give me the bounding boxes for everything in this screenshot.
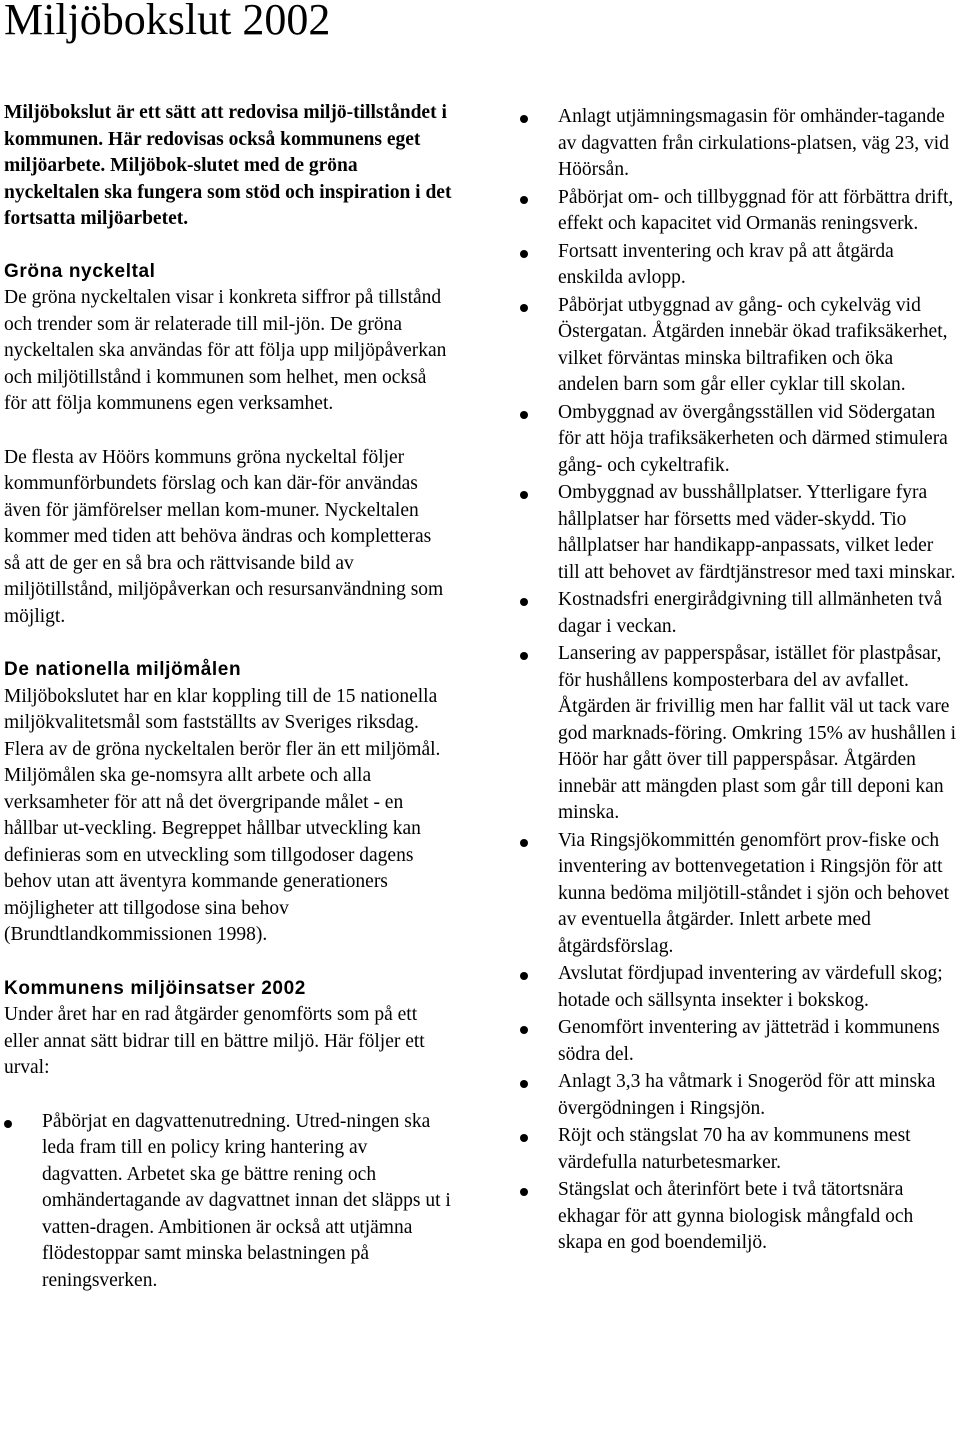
list-item — [518, 185, 958, 238]
list-item-text: Avslutat fördjupad inventering av värdefull skog; hotade och sällsynta insekter i bokskog. — [558, 963, 943, 1011]
section-heading-nationella-miljomalen: De nationella miljömålen — [4, 659, 242, 680]
list-item — [518, 587, 958, 640]
list-item-text: Genomfört inventering av jätteträd i kommunens södra del. — [558, 1017, 940, 1065]
list-item — [518, 1069, 958, 1122]
bullet-icon — [520, 1134, 528, 1142]
list-item — [518, 1015, 958, 1068]
bullet-icon — [520, 411, 528, 419]
intro-paragraph: Miljöbokslut är ett sätt att redovisa miljö-tillståndet i kommunen. Här redovisas också kommunens eget miljöarbete. Miljöbok-slutet med de gröna nyckeltalen ska fungera som stöd och inspiration i det fortsatta miljöarbetet. — [4, 102, 452, 229]
list-item — [518, 1123, 958, 1176]
section-paragraph: De flesta av Höörs kommuns gröna nyckeltal följer kommunförbundets förslag och kan där-för användas även för jämförelser mellan kom-muner. Nyckeltalen kommer med tiden att behöva ändras och kompletteras så att de ger en så bra och rättvisande bild av miljötillstånd, miljöpåverkan och resursanvändning som möjligt. — [4, 446, 444, 627]
page-title: Miljöbokslut 2002 — [4, 0, 331, 44]
section-heading-grona-nyckeltal: Gröna nyckeltal — [4, 260, 156, 282]
list-item-text: Påbörjat en dagvattenutredning. Utred-ningen ska leda fram till en policy kring hantering av dagvatten. Arbetet ska ge bättre rening och omhändertagande av dagvattnet innan det släpps ut i vatten-dragen. Ambitionen är också att utjämna flödestoppar samt minska belastningen på reningsverken. — [42, 1110, 451, 1291]
list-item — [518, 104, 958, 184]
section-paragraph: De gröna nyckeltalen visar i konkreta siffror på tillstånd och trender som är relaterade till mil-jön. De gröna nyckeltalen ska användas för att följa upp miljöpåverkan och miljötillstånd i kommunen som helhet, men också för att följa kommunens egen verksamhet. — [4, 287, 447, 414]
bullet-icon — [520, 972, 528, 980]
list-item-text: Lansering av papperspåsar, istället för plastpåsar, för hushållens komposterbara del av avfallet. Åtgärden är frivillig men har fallit väl ut tack vare god marknads-föring. Omkring 15% av hushållen i Höör har gått över till papperspåsar. Åtgärden innebär att mängden plast som går till deponi kan minska. — [558, 643, 957, 823]
list-item-text: Påbörjat utbyggnad av gång- och cykelväg vid Östergatan. Åtgärden innebär ökad trafiksäkerhet, vilket förväntas minska biltrafiken och öka andelen barn som går eller cyklar till skolan. — [558, 294, 948, 395]
list-item-text: Fortsatt inventering och krav på att åtgärda enskilda avlopp. — [558, 240, 894, 288]
list-item — [518, 961, 958, 1014]
bullet-icon — [520, 491, 528, 499]
section-paragraph: Miljöbokslutet har en klar koppling till de 15 nationella miljökvalitetsmål som fastställts av Sveriges riksdag. Flera av de gröna nyckeltalen berör fler än ett miljömål. Miljömålen ska ge-nomsyra allt arbete och alla verksamheter för att nå det övergripande målet - en hållbar ut-veckling. Begreppet hållbar utveckling kan definieras som en utveckling som tillgodoser dagens behov utan att äventyra kommande generationers möjligheter att tillgodose sina behov (Brundtlandkommissionen 1998). — [4, 685, 441, 945]
right-bullet-list — [518, 104, 958, 1257]
bullet-icon — [520, 839, 528, 847]
list-item-text: Stängslat och återinfört bete i två tätortsnära ekhagar för att gynna biologisk mångfald och skapa en god boendemiljö. — [558, 1179, 914, 1253]
list-item — [518, 1177, 958, 1257]
list-item — [4, 1109, 452, 1295]
list-item — [518, 480, 958, 586]
list-item-text: Ombyggnad av busshållplatser. Ytterligare fyra hållplatser har försetts med väder-skydd. Tio hållplatser har handikapp-anpassats, vilket leder till att behovet av färdtjänstresor med taxi minskar. — [558, 482, 956, 583]
bullet-icon — [520, 115, 528, 123]
bullet-icon — [520, 196, 528, 204]
bullet-icon — [520, 250, 528, 258]
bullet-icon — [4, 1120, 12, 1128]
list-item — [518, 828, 958, 961]
list-item-text: Påbörjat om- och tillbyggnad för att förbättra drift, effekt och kapacitet vid Ormanäs reningsverk. — [558, 186, 954, 234]
bullet-icon — [520, 598, 528, 606]
list-item — [518, 239, 958, 292]
section-heading-miljoinsatser: Kommunens miljöinsatser 2002 — [4, 977, 306, 999]
list-item-text: Ombyggnad av övergångsställen vid Södergatan för att höja trafiksäkerheten och därmed stimulera gång- och cykeltrafik. — [558, 401, 948, 476]
left-bullet-list — [4, 1109, 452, 1295]
list-item — [518, 400, 958, 480]
list-item — [518, 641, 958, 827]
list-item-text: Via Ringsjökommittén genomfört prov-fiske och inventering av bottenvegetation i Ringsjön för att kunna bedöma miljötill-ståndet i sjön och behovet av eventuella åtgärder. Inlett arbete med åtgärdsförslag. — [558, 829, 950, 957]
bullet-icon — [520, 1026, 528, 1034]
list-item-text: Anlagt utjämningsmagasin för omhänder-tagande av dagvatten från cirkulations-platsen, väg 23, vid Höörsån. — [558, 106, 949, 180]
list-item — [518, 293, 958, 399]
bullet-icon — [520, 652, 528, 660]
bullet-icon — [520, 304, 528, 312]
bullet-icon — [520, 1080, 528, 1088]
list-item-text: Kostnadsfri energirådgivning till allmänheten två dagar i veckan. — [558, 589, 943, 637]
list-item-text: Röjt och stängslat 70 ha av kommunens mest värdefulla naturbetesmarker. — [558, 1125, 911, 1173]
left-column — [4, 100, 452, 1295]
list-item-text: Anlagt 3,3 ha våtmark i Snogeröd för att minska övergödningen i Ringsjön. — [558, 1071, 936, 1119]
right-column — [518, 104, 958, 1258]
section-paragraph: Under året har en rad åtgärder genomförts som på ett eller annat sätt bidrar till en bättre miljö. Här följer ett urval: — [4, 1004, 425, 1078]
bullet-icon — [520, 1188, 528, 1196]
